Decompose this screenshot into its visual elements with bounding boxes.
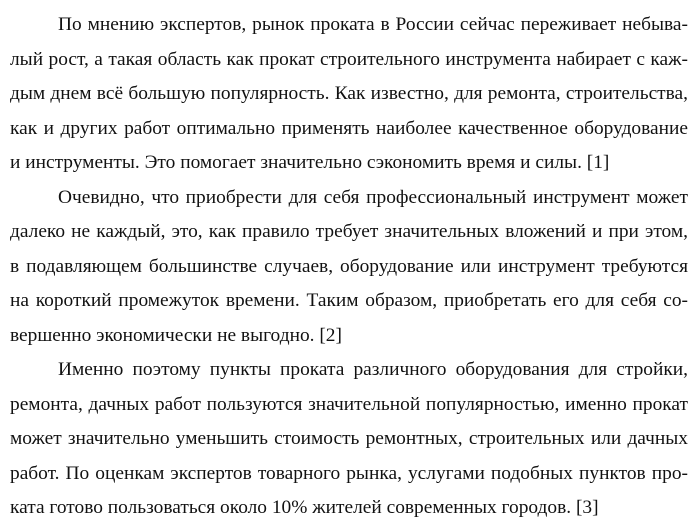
text-line: лый рост, а такая область как прокат строительного инструмента набирает с каж- [10,48,688,70]
paragraph-3 [10,353,688,526]
text-line: на короткий промежуток времени. Таким образом, приобретать его для себя со- [10,290,688,311]
text-line: как и других работ оптимально применять наиболее качественное оборудование [10,117,688,139]
text-line: может значительно уменьшить стоимость ремонтных, строительных или дачных [10,428,688,449]
text-line: Именно поэтому пункты проката различного оборудования для стройки, [58,359,688,380]
text-line: Очевидно, что приобрести для себя профессиональный инструмент может [58,186,688,208]
text-line: в подавляющем большинстве случаев, оборудование или инструмент требуются [10,255,688,277]
text-line: далеко не каждый, это, как правило требует значительных вложений и при этом, [10,221,688,242]
text-line: дым днем всё большую популярность. Как известно, для ремонта, строительства, [10,83,688,104]
text-line: и инструменты. Это помогает значительно сэкономить время и силы. [1] [10,152,610,173]
paragraph-2 [10,181,688,354]
text-line: работ. По оценкам экспертов товарного рынка, услугами подобных пунктов про- [10,462,688,484]
text-line: ремонта, дачных работ пользуются значительной популярностью, именно прокат [10,393,688,415]
text-line: По мнению экспертов, рынок проката в России сейчас переживает небыва- [58,14,688,35]
paragraph-1 [10,8,688,181]
text-line: вершенно экономически не выгодно. [2] [10,324,342,346]
text-line: ката готово пользоваться около 10% жителей современных городов. [3] [10,497,599,518]
